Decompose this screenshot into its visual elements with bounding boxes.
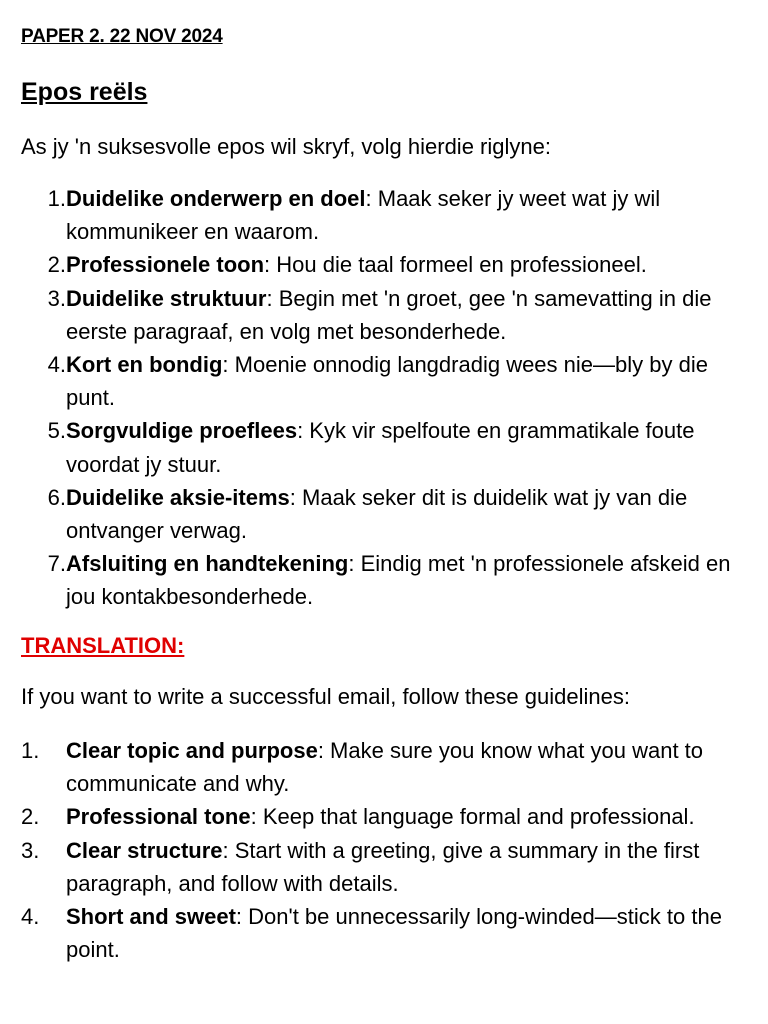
list-number: 2. xyxy=(21,804,40,830)
intro-text: As jy 'n suksesvolle epos wil skryf, volg hierdie riglyne: xyxy=(21,134,551,159)
list-term: Duidelike aksie-items xyxy=(66,484,290,510)
list-item xyxy=(0,834,768,900)
list-term: Clear structure xyxy=(66,837,223,863)
list-term: Short and sweet xyxy=(66,904,236,930)
list-text: : Make sure you know what you want to communicate and why. xyxy=(66,738,704,797)
list-term: Kort en bondig xyxy=(66,352,223,378)
list-number: 2. xyxy=(47,252,66,278)
list-item xyxy=(0,348,768,414)
list-text: : Don't be unnecessarily long-winded—stick to the point. xyxy=(66,904,722,963)
list-term: Clear topic and purpose xyxy=(66,738,318,763)
list-text: : Begin met 'n groet, gee 'n samevatting in die eerste paragraaf, en volg met besonderhede. xyxy=(66,285,712,344)
list-number: 3. xyxy=(47,285,66,311)
translation-heading: TRANSLATION: xyxy=(21,633,185,658)
list-item xyxy=(0,734,768,800)
list-number: 1. xyxy=(21,738,40,763)
list-term: Afsluiting en handtekening xyxy=(66,551,349,577)
list-text: : Start with a greeting, give a summary in the first paragraph, and follow with details. xyxy=(66,837,700,896)
translation-guideline-list xyxy=(0,734,768,966)
list-item xyxy=(0,900,768,966)
list-item xyxy=(0,481,768,547)
list-term: Duidelike struktuur xyxy=(66,285,267,311)
list-text: : Maak seker dit is duidelik wat jy van die ontvanger verwag. xyxy=(66,484,688,544)
translation-intro-text: If you want to write a successful email, follow these guidelines: xyxy=(21,684,630,709)
list-number: 4. xyxy=(47,352,66,378)
list-text: : Keep that language formal and professional. xyxy=(250,804,695,830)
page-title: Epos reëls xyxy=(21,78,148,106)
paper-date-header: PAPER 2. 22 NOV 2024 xyxy=(21,26,223,47)
list-item xyxy=(0,182,768,248)
list-term: Professional tone xyxy=(66,804,251,830)
list-text: : Maak seker jy weet wat jy wil kommunikeer en waarom. xyxy=(66,186,661,245)
list-term: Sorgvuldige proeflees xyxy=(66,418,298,444)
list-number: 5. xyxy=(47,418,66,444)
list-number: 7. xyxy=(47,551,66,577)
list-item xyxy=(0,248,768,281)
list-number: 1. xyxy=(47,186,66,211)
list-term: Duidelike onderwerp en doel xyxy=(66,186,366,211)
list-text: : Hou die taal formeel en professioneel. xyxy=(264,252,647,278)
list-text: : Eindig met 'n professionele afskeid en jou kontakbesonderhede. xyxy=(66,551,731,610)
list-text: : Kyk vir spelfoute en grammatikale foute voordat jy stuur. xyxy=(66,418,695,477)
list-text: : Moenie onnodig langdradig wees nie—bly by die punt. xyxy=(66,352,708,411)
list-item xyxy=(0,800,768,833)
list-item xyxy=(0,547,768,613)
list-number: 6. xyxy=(47,484,66,510)
list-item xyxy=(0,414,768,480)
list-number: 4. xyxy=(21,904,40,930)
afrikaans-guideline-list xyxy=(0,182,768,614)
list-term: Professionele toon xyxy=(66,252,265,278)
list-item xyxy=(0,282,768,348)
list-number: 3. xyxy=(21,837,40,863)
